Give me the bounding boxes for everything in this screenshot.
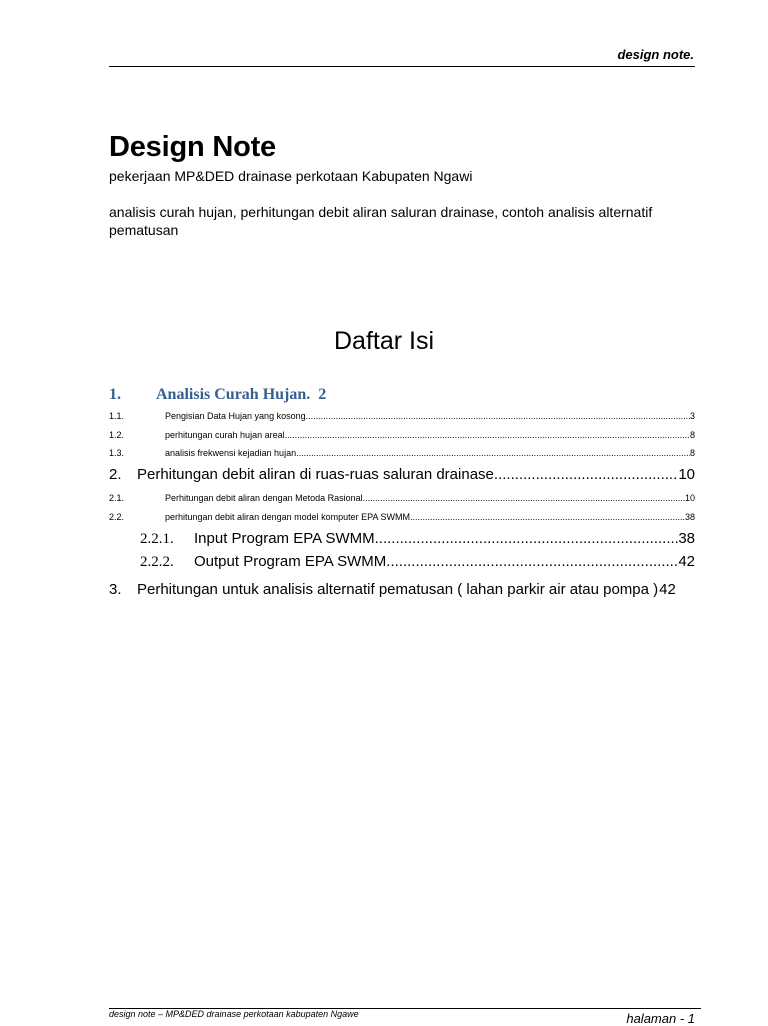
toc-entry-title: perhitungan debit aliran dengan model komputer EPA SWMM — [165, 512, 410, 522]
toc-heading: Daftar Isi — [333, 327, 435, 355]
toc-entry-number: 1.1. — [109, 411, 125, 421]
toc-entry-number: 2. — [109, 466, 122, 483]
toc-entry-page: 3 — [689, 411, 695, 421]
toc-entry-number: 2.1. — [109, 493, 125, 503]
document-title: Design Note — [109, 131, 276, 163]
toc-entry-title: Perhitungan debit aliran dengan Metoda Rasional. — [165, 493, 366, 503]
toc-entry-2[interactable] — [109, 466, 695, 483]
running-header: design note. — [617, 47, 694, 62]
toc-entry-page: 8 — [689, 448, 695, 458]
toc-entry-page: 10 — [684, 493, 695, 503]
toc-leader-dots — [308, 411, 690, 421]
toc-entry-page: 42 — [678, 553, 695, 570]
toc-entry-3[interactable] — [109, 581, 695, 598]
toc-leader-dots — [390, 553, 678, 570]
toc-entry-page: 38 — [684, 512, 695, 522]
toc-entry-title: Perhitungan untuk analisis alternatif pematusan ( lahan parkir air atau pompa ) — [137, 581, 659, 598]
toc-entry-page: 42 — [659, 581, 676, 598]
toc-entry-1-1[interactable] — [109, 411, 695, 421]
toc-entry-1[interactable] — [109, 386, 695, 404]
toc-entry-title: Analisis Curah Hujan. — [156, 386, 311, 403]
toc-entry-1-2[interactable] — [109, 430, 695, 440]
document-description: analisis curah hujan, perhitungan debit aliran saluran drainase, contoh analisis alternatif pematusan — [109, 204, 653, 238]
toc-entry-number: 2.2.1. — [140, 531, 174, 547]
toc-entry-number: 2.2.2. — [140, 554, 174, 570]
toc-entry-title: Output Program EPA SWMM. — [194, 553, 391, 570]
toc-entry-1-3[interactable] — [109, 448, 695, 458]
toc-entry-number: 3. — [109, 581, 122, 598]
toc-entry-number: 1.2. — [109, 430, 125, 440]
toc-entry-page: 2 — [318, 386, 327, 403]
toc-entry-number: 1.3. — [109, 448, 125, 458]
toc-leader-dots — [285, 430, 690, 440]
document-subtitle: pekerjaan MP&DED drainase perkotaan Kabupaten Ngawi — [109, 168, 473, 184]
running-footer: design note – MP&DED drainase perkotaan kabupaten Ngawe — [109, 1009, 359, 1019]
toc-entry-title: analisis frekwensi kejadian hujan. — [165, 448, 299, 458]
toc-leader-dots — [365, 493, 685, 503]
toc-entry-2-2[interactable] — [109, 512, 695, 522]
toc-leader-dots — [410, 512, 685, 522]
toc-leader-dots — [498, 466, 678, 483]
page-number: halaman - 1 — [626, 1011, 695, 1026]
toc-entry-number: 1. — [109, 386, 121, 403]
toc-entry-page: 8 — [689, 430, 695, 440]
toc-entry-2-1[interactable] — [109, 493, 695, 503]
toc-entry-title: Input Program EPA SWMM. — [194, 530, 379, 547]
toc-entry-page: 38 — [678, 530, 695, 547]
toc-entry-title: perhitungan curah hujan areal — [165, 430, 285, 440]
toc-entry-number: 2.2. — [109, 512, 125, 522]
toc-entry-page: 10 — [678, 466, 695, 483]
toc-entry-2-2-2[interactable] — [140, 553, 695, 571]
toc-leader-dots — [379, 530, 679, 547]
header-divider — [109, 66, 695, 67]
toc-entry-title: Perhitungan debit aliran di ruas-ruas saluran drainase. — [137, 466, 499, 483]
toc-leader-dots — [299, 448, 690, 458]
toc-entry-2-2-1[interactable] — [140, 530, 695, 548]
toc-entry-title: Pengisian Data Hujan yang kosong. — [165, 411, 309, 421]
